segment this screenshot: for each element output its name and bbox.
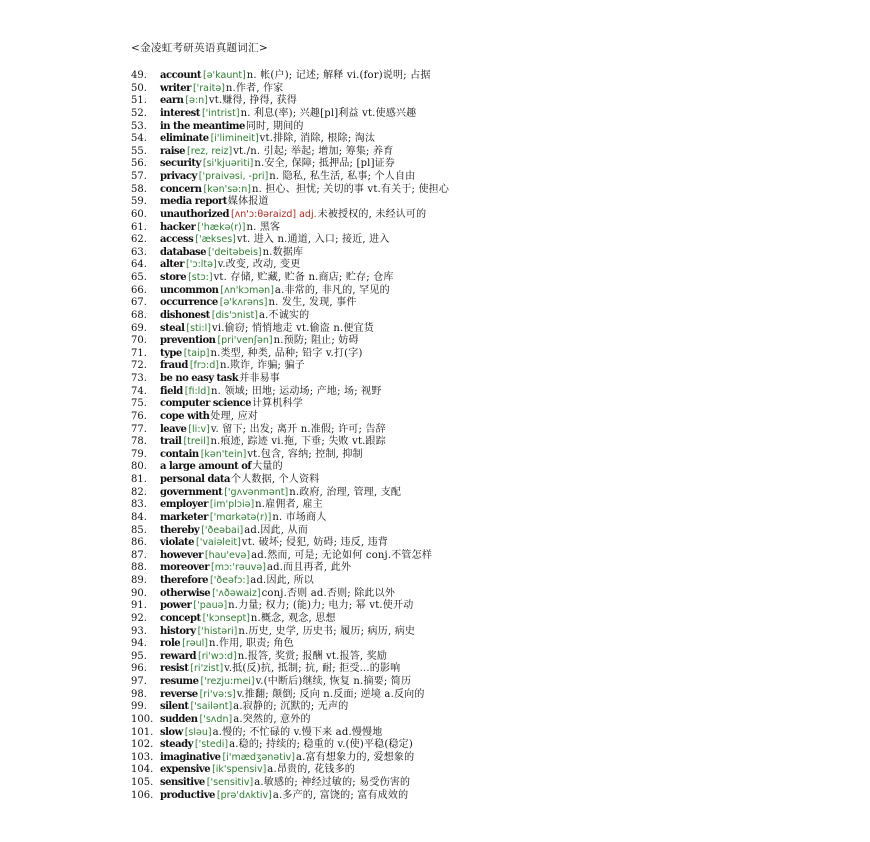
entry-word: silent <box>160 701 189 713</box>
entry-number: 71. <box>131 347 147 359</box>
entry-phonetic: ['histəri] <box>197 625 238 637</box>
entry-word: contain <box>160 448 199 460</box>
vocab-entry <box>131 638 449 651</box>
entry-phonetic: ['sailənt] <box>190 701 233 713</box>
entry-number: 75. <box>131 398 147 410</box>
entry-number: 92. <box>131 612 147 624</box>
vocab-entry <box>131 575 449 588</box>
vocab-entry <box>131 184 449 197</box>
entry-phonetic: [taip] <box>183 347 210 359</box>
entry-definition: ad.然而, 可是; 无论如何 conj.不管怎样 <box>251 549 433 561</box>
vocab-entry <box>131 474 449 487</box>
entry-word: cope with <box>160 410 210 422</box>
entry-definition: vt./n. 引起; 举起; 增加; 筹集; 养育 <box>233 145 394 157</box>
vocab-entry <box>131 424 449 437</box>
entry-phonetic: [ə'kaunt] <box>203 70 246 81</box>
entry-word: productive <box>160 789 215 801</box>
entry-number: 57. <box>131 171 147 182</box>
entry-number: 99. <box>131 701 147 713</box>
entry-word: concern <box>160 183 202 195</box>
entry-word: sudden <box>160 713 198 725</box>
entry-number: 82. <box>131 486 147 498</box>
entry-phonetic: [ri'və:s] <box>199 688 236 700</box>
entry-number: 61. <box>131 221 147 233</box>
entry-definition: a.寂静的; 沉默的; 无声的 <box>233 701 349 713</box>
entry-word: unauthorized <box>160 208 229 220</box>
entry-word: uncommon <box>160 284 219 296</box>
vocab-entry <box>131 764 449 777</box>
entry-definition: a.富有想象力的, 爱想象的 <box>295 751 415 763</box>
entry-number: 73. <box>131 373 147 384</box>
entry-word: media report <box>160 196 227 208</box>
entry-number: 106. <box>131 789 154 801</box>
entry-phonetic: [li:v] <box>188 423 210 435</box>
entry-number: 68. <box>131 309 147 321</box>
vocab-entry <box>131 562 449 575</box>
entry-definition: n. 担心、担忧; 关切的事 vt.有关于; 使担心 <box>251 183 450 195</box>
entry-phonetic: [dis'ɔnist] <box>211 309 258 321</box>
entry-number: 87. <box>131 549 147 561</box>
entry-phonetic: ['gʌvənmənt] <box>224 486 289 498</box>
entry-number: 53. <box>131 120 147 132</box>
vocab-entry <box>131 689 449 702</box>
vocab-entry <box>131 600 449 613</box>
entry-number: 64. <box>131 259 147 271</box>
entry-phonetic: [i'limineit] <box>210 133 259 145</box>
entry-definition: n.历史, 史学, 历史书; 履历; 病历, 病史 <box>238 625 416 637</box>
vocab-entry <box>131 701 449 714</box>
entry-definition: ad.因此, 所以 <box>250 575 314 586</box>
entry-number: 51. <box>131 95 147 107</box>
vocab-entry <box>131 360 449 373</box>
entry-definition: n.数据库 <box>262 246 304 258</box>
entry-word: a large amount of <box>160 461 252 473</box>
entry-definition: 计算机科学 <box>251 398 303 410</box>
entry-definition: conj.否则 ad.否则; 除此以外 <box>261 587 396 599</box>
entry-number: 81. <box>131 474 147 485</box>
entry-definition: n.作用, 职责; 角色 <box>208 638 294 650</box>
vocab-entry <box>131 663 449 676</box>
entry-number: 90. <box>131 587 147 599</box>
entry-phonetic: ['pauə] <box>193 600 228 612</box>
entry-definition: n. 发生, 发现, 事件 <box>268 297 357 309</box>
vocabulary-list <box>131 70 449 802</box>
entry-word: however <box>160 549 203 561</box>
entry-definition: n.力量; 权力; (能)力; 电力; 幂 vt.使开动 <box>228 600 414 612</box>
entry-word: fraud <box>160 360 188 372</box>
entry-word: thereby <box>160 524 200 536</box>
entry-definition: 个人数据, 个人资料 <box>231 474 320 485</box>
entry-number: 84. <box>131 511 147 523</box>
entry-word: database <box>160 246 207 258</box>
vocab-entry <box>131 386 449 399</box>
entry-definition: n.雇佣者, 雇主 <box>255 499 323 511</box>
vocab-entry <box>131 499 449 512</box>
vocab-entry <box>131 348 449 361</box>
entry-number: 63. <box>131 246 147 258</box>
vocab-entry <box>131 676 449 689</box>
entry-definition: n. 隐私, 私生活, 私事; 个人自由 <box>269 171 416 182</box>
entry-word: leave <box>160 423 187 435</box>
entry-number: 49. <box>131 70 147 81</box>
entry-phonetic: ['raitə] <box>192 82 225 94</box>
entry-definition: n.类型, 种类, 品种; 铅字 v.打(字) <box>210 347 363 359</box>
vocab-entry <box>131 727 449 740</box>
entry-number: 69. <box>131 322 147 334</box>
entry-number: 104. <box>131 764 154 776</box>
entry-definition: n. 市场商人 <box>272 511 327 523</box>
entry-word: computer science <box>160 398 251 410</box>
entry-phonetic: ['ɔ:ltə] <box>186 259 217 271</box>
vocab-entry <box>131 411 449 424</box>
entry-definition: ad.因此, 从而 <box>244 524 308 536</box>
vocab-entry <box>131 398 449 411</box>
entry-number: 85. <box>131 524 147 536</box>
entry-word: role <box>160 638 181 650</box>
vocab-entry <box>131 108 449 121</box>
vocab-entry <box>131 285 449 298</box>
entry-definition: n. 黑客 <box>246 221 281 233</box>
entry-word: sensitive <box>160 777 205 788</box>
entry-number: 58. <box>131 183 147 195</box>
vocab-entry <box>131 651 449 664</box>
entry-definition: 处理, 应对 <box>210 410 258 422</box>
entry-phonetic: [i'mædʒənətiv] <box>222 751 295 763</box>
entry-word: expensive <box>160 764 211 776</box>
entry-word: imaginative <box>160 751 221 763</box>
vocab-entry <box>131 512 449 525</box>
vocab-entry <box>131 373 449 386</box>
entry-number: 74. <box>131 385 147 397</box>
entry-phonetic: [rez, reiz] <box>187 145 233 157</box>
vocab-entry <box>131 550 449 563</box>
vocab-entry <box>131 234 449 247</box>
entry-word: employer <box>160 499 208 511</box>
entry-word: hacker <box>160 221 196 233</box>
entry-definition: n. 利息(率); 兴趣[pl]利益 vt.使感兴趣 <box>240 107 417 119</box>
entry-word: therefore <box>160 575 208 586</box>
vocab-entry <box>131 209 449 222</box>
entry-definition: vt.包含, 容纳; 控制, 抑制 <box>247 448 363 460</box>
entry-definition: n. 领域; 田地; 运动场; 产地; 场; 视野 <box>211 385 382 397</box>
vocab-entry <box>131 323 449 336</box>
entry-number: 77. <box>131 423 147 435</box>
vocab-entry <box>131 171 449 184</box>
entry-definition: 并非易事 <box>239 373 280 384</box>
entry-word: steady <box>160 739 193 751</box>
entry-phonetic: [pri'venʃən] <box>217 335 273 347</box>
entry-number: 97. <box>131 676 147 687</box>
entry-number: 102. <box>131 739 154 751</box>
entry-phonetic: [fi:ld] <box>184 385 211 397</box>
entry-definition: v.抵(反)抗, 抵制; 抗, 耐; 拒受...的影响 <box>224 663 401 675</box>
entry-number: 78. <box>131 436 147 448</box>
entry-word: violate <box>160 537 195 549</box>
entry-definition: n.痕迹, 踪迹 vi.拖, 下垂; 失败 vt.跟踪 <box>210 436 386 448</box>
entry-definition: vt.排除, 消除, 根除; 淘汰 <box>259 133 376 145</box>
vocab-entry <box>131 449 449 462</box>
vocab-entry <box>131 777 449 790</box>
entry-phonetic: ['ðeəbai] <box>201 524 244 536</box>
entry-definition: n.政府, 治理, 管理, 支配 <box>289 486 402 498</box>
entry-definition: n. 帐(户); 记述; 解释 vi.(for)说明; 占据 <box>246 70 431 81</box>
entry-number: 94. <box>131 638 147 650</box>
vocab-entry <box>131 121 449 134</box>
entry-word: prevention <box>160 335 216 347</box>
entry-definition: n.预防; 阻止; 妨碍 <box>273 335 359 347</box>
entry-number: 59. <box>131 196 147 208</box>
entry-definition: v.(中断后)继续, 恢复 n.摘要; 简历 <box>255 676 412 687</box>
entry-number: 70. <box>131 335 147 347</box>
entry-phonetic: [mɔ:'rəuvə] <box>211 562 266 574</box>
entry-phonetic: [ə:n] <box>185 95 208 107</box>
entry-number: 101. <box>131 726 154 738</box>
entry-phonetic: [prə'dʌktiv] <box>216 789 272 801</box>
entry-definition: a.稳的; 持续的; 稳重的 v.(使)平稳(稳定) <box>229 739 413 751</box>
entry-definition: a.突然的, 意外的 <box>233 713 311 725</box>
entry-number: 91. <box>131 600 147 612</box>
entry-definition: n.报答, 奖赏; 报酬 vt.报答, 奖励 <box>237 650 388 662</box>
vocab-entry <box>131 196 449 209</box>
entry-phonetic: ['ðeəfɔ:] <box>210 575 250 586</box>
entry-word: alter <box>160 259 185 271</box>
entry-phonetic: [hau'evə] <box>204 549 251 561</box>
vocab-entry <box>131 133 449 146</box>
entry-definition: a.慢的; 不忙碌的 v.慢下来 ad.慢慢地 <box>212 726 383 738</box>
entry-word: power <box>160 600 192 612</box>
entry-definition: ad.而且再者, 此外 <box>266 562 352 574</box>
entry-phonetic: [kən'tein] <box>200 448 247 460</box>
entry-word: eliminate <box>160 133 209 145</box>
vocab-entry <box>131 83 449 96</box>
entry-phonetic: [ə'kʌrəns] <box>219 297 268 309</box>
entry-number: 56. <box>131 158 147 170</box>
vocab-entry <box>131 436 449 449</box>
entry-phonetic: [sti:l] <box>186 322 211 334</box>
entry-word: resist <box>160 663 189 675</box>
entry-word: trail <box>160 436 182 448</box>
entry-phonetic: ['hækə(r)] <box>197 221 246 233</box>
entry-phonetic: ['vaiəleit] <box>196 537 241 549</box>
entry-phonetic: [treil] <box>183 436 210 448</box>
entry-word: marketer <box>160 511 208 523</box>
entry-phonetic: [ri'zist] <box>190 663 224 675</box>
entry-word: type <box>160 347 182 359</box>
vocab-entry <box>131 613 449 626</box>
entry-phonetic: [stɔ:] <box>188 272 213 283</box>
entry-word: dishonest <box>160 309 210 321</box>
vocab-entry <box>131 222 449 235</box>
entry-word: store <box>160 272 187 283</box>
entry-definition: a.非常的, 非凡的, 罕见的 <box>274 284 390 296</box>
entry-phonetic: ['ækses] <box>195 234 236 246</box>
entry-phonetic: ['sensitiv] <box>206 777 254 788</box>
entry-number: 83. <box>131 499 147 511</box>
entry-number: 95. <box>131 650 147 662</box>
entry-word: history <box>160 625 196 637</box>
entry-definition: v.推翻; 颠倒; 反向 n.反面; 逆境 a.反向的 <box>236 688 425 700</box>
vocab-entry <box>131 739 449 752</box>
entry-number: 89. <box>131 575 147 586</box>
vocab-entry <box>131 272 449 285</box>
entry-word: government <box>160 486 223 498</box>
entry-phonetic: [ik'spensiv] <box>212 764 267 776</box>
entry-definition: n.安全, 保障; 抵押品; [pl]证券 <box>254 158 396 170</box>
entry-word: moreover <box>160 562 209 574</box>
vocab-entry <box>131 525 449 538</box>
entry-word: otherwise <box>160 587 211 599</box>
entry-phonetic: ['intrist] <box>201 107 240 119</box>
entry-number: 96. <box>131 663 147 675</box>
entry-phonetic: [ʌn'ɔ:θəraizd] adj. <box>230 208 317 220</box>
entry-number: 76. <box>131 410 147 422</box>
vocab-entry <box>131 310 449 323</box>
entry-phonetic: ['ʌðəwaiz] <box>212 587 261 599</box>
vocab-entry <box>131 70 449 83</box>
entry-word: steal <box>160 322 185 334</box>
entry-word: field <box>160 385 183 397</box>
entry-number: 54. <box>131 133 147 145</box>
entry-number: 93. <box>131 625 147 637</box>
entry-definition: 大量的 <box>252 461 283 473</box>
entry-definition: n.作者, 作家 <box>225 82 284 94</box>
entry-number: 62. <box>131 234 147 246</box>
vocab-entry <box>131 537 449 550</box>
entry-number: 105. <box>131 777 154 788</box>
document-header: <金凌虹考研英语真题词汇> <box>131 42 268 54</box>
entry-word: in the meantime <box>160 120 245 132</box>
entry-phonetic: [kən'sə:n] <box>203 183 251 195</box>
entry-phonetic: ['rezju:mei] <box>200 676 255 687</box>
entry-word: earn <box>160 95 184 107</box>
entry-number: 72. <box>131 360 147 372</box>
entry-definition: vt.赚得, 挣得, 获得 <box>208 95 298 107</box>
entry-number: 50. <box>131 82 147 94</box>
vocab-entry <box>131 461 449 474</box>
entry-number: 88. <box>131 562 147 574</box>
entry-word: interest <box>160 107 200 119</box>
entry-number: 79. <box>131 448 147 460</box>
vocab-entry <box>131 487 449 500</box>
entry-definition: a.多产的, 富饶的; 富有成效的 <box>272 789 409 801</box>
entry-word: raise <box>160 145 186 157</box>
entry-phonetic: [ʌn'kɔmən] <box>220 284 274 296</box>
entry-phonetic: ['kɔnsept] <box>202 612 250 624</box>
entry-number: 80. <box>131 461 147 473</box>
entry-number: 52. <box>131 107 147 119</box>
entry-number: 98. <box>131 688 147 700</box>
entry-number: 65. <box>131 272 147 283</box>
entry-number: 60. <box>131 208 147 220</box>
entry-definition: a.敏感的; 神经过敏的; 易受伤害的 <box>254 777 411 788</box>
entry-word: personal data <box>160 474 231 485</box>
vocab-entry <box>131 259 449 272</box>
entry-definition: 未被授权的, 未经认可的 <box>317 208 427 220</box>
entry-number: 55. <box>131 145 147 157</box>
entry-word: security <box>160 158 201 170</box>
entry-phonetic: [rəul] <box>182 638 208 650</box>
entry-phonetic: ['deitəbeis] <box>208 246 262 258</box>
vocab-entry <box>131 146 449 159</box>
entry-phonetic: [sləu] <box>184 726 212 738</box>
entry-word: writer <box>160 82 191 94</box>
entry-phonetic: ['sʌdn] <box>199 713 233 725</box>
entry-word: reverse <box>160 688 198 700</box>
vocab-entry <box>131 335 449 348</box>
entry-word: resume <box>160 676 199 687</box>
vocab-entry <box>131 714 449 727</box>
entry-number: 103. <box>131 751 154 763</box>
entry-word: be no easy task <box>160 373 239 384</box>
vocab-entry <box>131 790 449 803</box>
vocab-entry <box>131 158 449 171</box>
entry-definition: n.欺诈, 诈骗; 骗子 <box>219 360 305 372</box>
entry-definition: vt. 进入 n.通道, 入口; 接近, 进入 <box>236 234 390 246</box>
entry-phonetic: [ri'wɔ:d] <box>197 650 237 662</box>
entry-number: 67. <box>131 297 147 309</box>
entry-word: reward <box>160 650 196 662</box>
entry-phonetic: ['praivəsi, -pri] <box>198 171 269 182</box>
vocab-entry <box>131 95 449 108</box>
entry-word: privacy <box>160 171 197 182</box>
vocab-entry <box>131 626 449 639</box>
entry-definition: a.不诚实的 <box>258 309 310 321</box>
entry-word: concept <box>160 612 201 624</box>
entry-word: access <box>160 234 194 246</box>
vocab-entry <box>131 588 449 601</box>
entry-number: 66. <box>131 284 147 296</box>
entry-number: 100. <box>131 713 154 725</box>
entry-phonetic: [im'plɔiə] <box>209 499 255 511</box>
entry-definition: a.昂贵的, 花钱多的 <box>267 764 355 776</box>
entry-definition: vt. 存储, 贮藏, 贮备 n.商店; 贮存; 仓库 <box>213 272 394 283</box>
entry-definition: 同时, 期间的 <box>245 120 304 132</box>
entry-definition: vt. 破坏; 侵犯, 妨碍; 违反, 违背 <box>241 537 389 549</box>
entry-definition: n.概念, 观念, 思想 <box>250 612 336 624</box>
entry-word: account <box>160 70 201 81</box>
vocab-entry <box>131 752 449 765</box>
entry-word: occurrence <box>160 297 218 309</box>
entry-number: 86. <box>131 537 147 549</box>
entry-phonetic: [frɔ:d] <box>189 360 219 372</box>
entry-phonetic: [si'kjuəriti] <box>202 158 254 170</box>
entry-definition: vi.偷窃; 悄悄地走 vt.偷盗 n.便宜货 <box>211 322 374 334</box>
entry-phonetic: ['stedi] <box>194 739 229 751</box>
entry-word: slow <box>160 726 183 738</box>
vocab-entry <box>131 247 449 260</box>
entry-definition: v. 留下; 出发; 离开 n.准假; 许可; 告辞 <box>210 423 386 435</box>
entry-definition: v.改变, 改动, 变更 <box>217 259 301 271</box>
vocab-entry <box>131 297 449 310</box>
entry-phonetic: ['mɑrkətə(r)] <box>209 511 272 523</box>
entry-definition: 媒体报道 <box>227 196 269 208</box>
